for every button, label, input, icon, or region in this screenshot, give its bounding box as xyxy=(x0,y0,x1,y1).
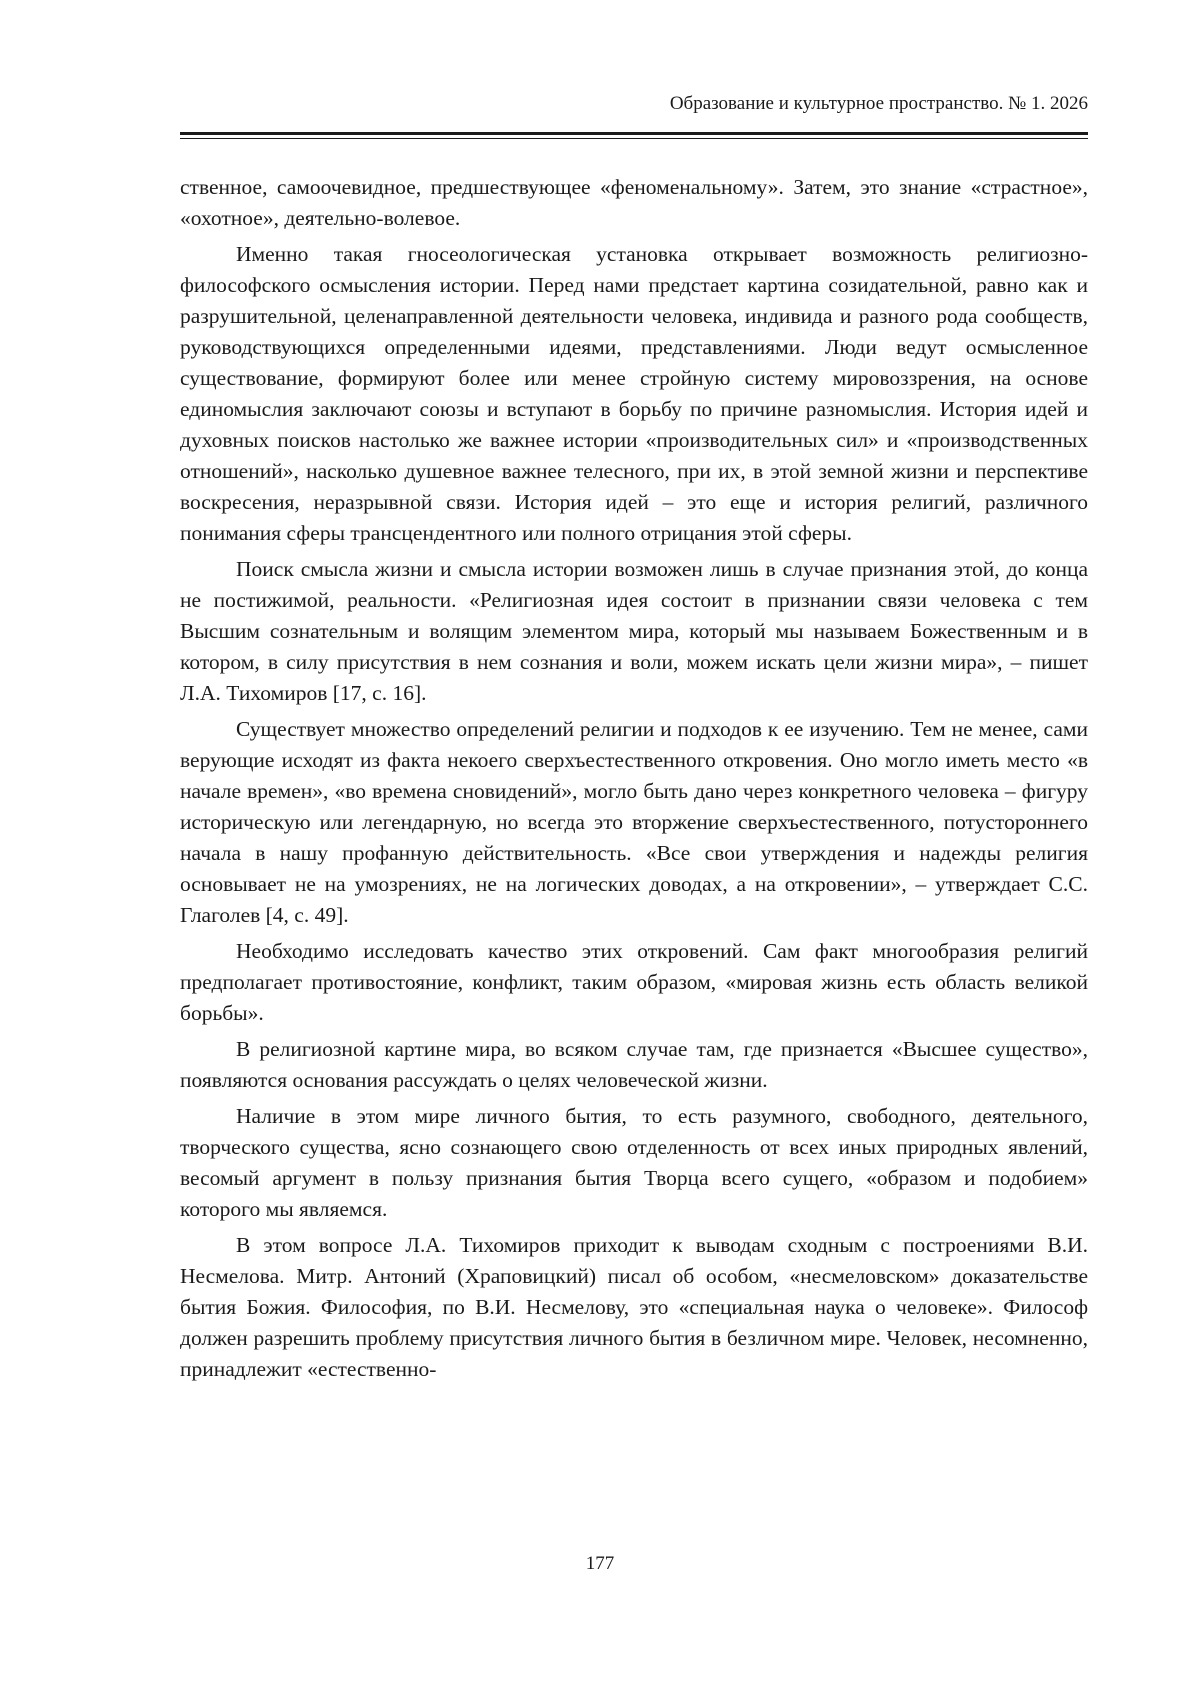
paragraph: Именно такая гносеологическая установка открывает возможность религиозно-философского осмысления истории. Перед нами предстает картина созидательной, равно как и разрушительной, целенаправленной деятельности человека, индивида и разного рода сообществ, руководствующихся определенными идеями, представлениями. Люди ведут осмысленное существование, формируют более или менее стройную систему мировоззрения, на основе единомыслия заключают союзы и вступают в борьбу по причине разномыслия. История идей и духовных поисков настолько же важнее истории «производительных сил» и «производственных отношений», насколько душевное важнее телесного, при их, в этой земной жизни и перспективе воскресения, неразрывной связи. История идей – это еще и история религий, различного понимания сферы трансцендентного или полного отрицания этой сферы. xyxy=(180,242,1088,545)
paragraph: Поиск смысла жизни и смысла истории возможен лишь в случае признания этой, до конца не постижимой, реальности. «Религиозная идея состоит в признании связи человека с тем Высшим сознательным и волящим элементом мира, который мы называем Божественным и в котором, в силу присутствия в нем сознания и воли, можем искать цели жизни мира», – пишет Л.А. Тихомиров [17, с. 16]. xyxy=(180,557,1088,705)
paragraph: Наличие в этом мире личного бытия, то есть разумного, свободного, деятельного, творческого существа, ясно сознающего свою отделенность от всех иных природных явлений, весомый аргумент в пользу признания бытия Творца всего сущего, «образом и подобием» которого мы являемся. xyxy=(180,1104,1088,1221)
paragraph: Необходимо исследовать качество этих откровений. Сам факт многообразия религий предполагает противостояние, конфликт, таким образом, «мировая жизнь есть область великой борьбы». xyxy=(180,939,1088,1025)
page-number: 177 xyxy=(585,1553,615,1574)
running-header: Образование и культурное пространство. № 1. 2026 xyxy=(669,93,1088,114)
paragraph: В религиозной картине мира, во всяком случае там, где признается «Высшее существо», появляются основания рассуждать о целях человеческой жизни. xyxy=(180,1037,1088,1092)
paragraph-continuation: ственное, самоочевидное, предшествующее «феноменальному». Затем, это знание «страстное», «охотное», деятельно-волевое. xyxy=(180,175,1088,230)
header-rule-thin xyxy=(180,138,1088,139)
paragraph: В этом вопросе Л.А. Тихомиров приходит к выводам сходным с построениями В.И. Несмелова. Митр. Антоний (Храповицкий) писал об особом, «несмеловском» доказательстве бытия Божия. Философия, по В.И. Несмелову, это «специальная наука о человеке». Философ должен разрешить проблему присутствия личного бытия в безличном мире. Человек, несомненно, принадлежит «естественно- xyxy=(180,1233,1088,1381)
header-rule xyxy=(180,132,1088,135)
paragraph: Существует множество определений религии и подходов к ее изучению. Тем не менее, сами верующие исходят из факта некоего сверхъестественного откровения. Оно могло иметь место «в начале времен», «во времена сновидений», могло быть дано через конкретного человека – фигуру историческую или легендарную, но всегда это вторжение сверхъестественного, потустороннего начала в нашу профанную действительность. «Все свои утверждения и надежды религия основывает не на умозрениях, не на логических доводах, а на откровении», – утверждает С.С. Глаголев [4, с. 49]. xyxy=(180,717,1088,927)
article-body xyxy=(180,172,1088,1390)
